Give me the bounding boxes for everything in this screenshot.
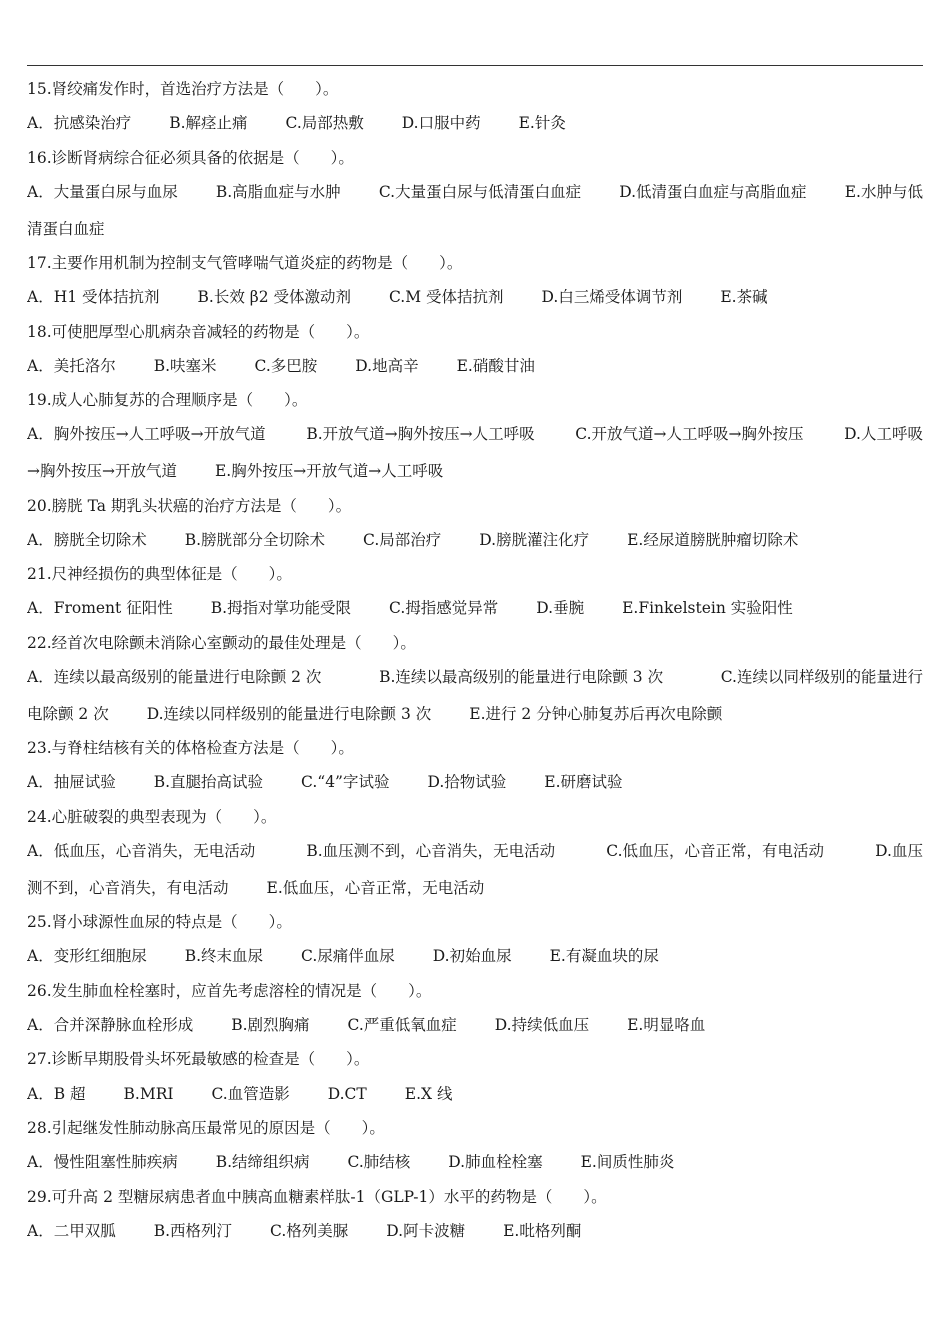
options-line [27,1145,923,1179]
option-b: B.终末血尿 [184,947,264,966]
question-item [27,800,923,905]
option-c: C.尿痛伴血尿 [301,947,395,966]
options-line [27,454,923,488]
options-line [27,417,923,451]
option-e: E.X 线 [404,1084,453,1103]
question-item [27,489,923,558]
option-c: C.局部治疗 [363,530,442,549]
question-stem: 21.尺神经损伤的典型体征是（ ）。 [27,565,292,584]
option-continuation: 清蛋白血症 [27,219,105,238]
options-line [27,591,923,625]
question-stem: 18.可使肥厚型心肌病杂音减轻的药物是（ ）。 [27,322,370,341]
options-line [27,212,923,246]
option-c: C.局部热敷 [285,114,364,133]
option-c: C.拇指感觉异常 [389,599,499,618]
option-d: D.血压 [875,842,923,861]
option-b: B.呋塞米 [153,356,217,375]
option-a: A．抽屉试验 [27,773,116,792]
option-a: A．H1 受体拮抗剂 [27,288,160,307]
option-b: B.剧烈胸痛 [231,1016,310,1035]
options-line [27,106,923,140]
option-d: D.口服中药 [401,114,481,133]
question-item [27,974,923,1043]
option-c: C.“4”字试验 [301,773,390,792]
option-b: B.膀胱部分全切除术 [184,530,326,549]
options-line [27,765,923,799]
question-stem: 27.诊断早期股骨头坏死最敏感的检查是（ ）。 [27,1050,370,1069]
question-stem: 29.可升高 2 型糖尿病患者血中胰高血糖素样肽-1（GLP-1）水平的药物是（ ）。 [27,1187,607,1206]
options-line [27,1077,923,1111]
option-b: B.血压测不到，心音消失，无电活动 [306,842,556,861]
option-e: E.间质性肺炎 [580,1153,675,1172]
option-c: C.开放气道→人工呼吸→胸外按压 [575,425,804,444]
option-d: D.低清蛋白血症与高脂血症 [619,182,807,201]
option-a: A．B 超 [27,1084,86,1103]
option-d: D.持续低血压 [494,1016,590,1035]
option-d: D.白三烯受体调节剂 [541,288,683,307]
option-b: B.开放气道→胸外按压→人工呼吸 [306,425,535,444]
question-item [27,905,923,974]
option-a: A．大量蛋白尿与血尿 [27,182,178,201]
option-b: B.连续以最高级别的能量进行电除颤 3 次 [379,668,664,687]
question-stem: 20.膀胱 Ta 期乳头状癌的治疗方法是（ ）。 [27,496,352,515]
option-continuation: 电除颤 2 次 [27,704,109,723]
option-b: B.MRI [123,1084,174,1103]
option-a: A．膀胱全切除术 [27,530,147,549]
options-line [27,660,923,694]
option-d: D.垂腕 [536,599,585,618]
option-b: E.低血压，心音正常，无电活动 [266,878,485,897]
option-continuation: →胸外按压→开放气道 [27,462,177,481]
question-item [27,1042,923,1111]
option-b: B.长效 β2 受体激动剂 [197,288,351,307]
question-item [27,72,923,141]
option-e: E.Finkelstein 实验阳性 [622,599,793,618]
option-e: E.经尿道膀胱肿瘤切除术 [627,530,799,549]
options-line [27,1008,923,1042]
options-line [27,871,923,905]
option-d: D.肺血栓栓塞 [448,1153,543,1172]
option-b: E.胸外按压→开放气道→人工呼吸 [214,462,444,481]
option-e: E.研磨试验 [544,773,623,792]
option-e: E.水肿与低 [844,182,923,201]
option-e: E.有凝血块的尿 [549,947,659,966]
option-c: C.大量蛋白尿与低清蛋白血症 [378,182,582,201]
question-item [27,731,923,800]
options-line [27,175,923,209]
option-a: A．低血压，心音消失，无电活动 [27,842,256,861]
question-list [27,72,923,1248]
options-line [27,697,923,731]
option-e: E.茶碱 [720,288,768,307]
option-c: C.肺结核 [347,1153,411,1172]
question-stem: 15.肾绞痛发作时，首选治疗方法是（ ）。 [27,80,339,98]
options-line [27,1214,923,1248]
option-c: C.连续以同样级别的能量进行 [720,668,923,687]
option-a: A．胸外按压→人工呼吸→开放气道 [27,425,266,444]
option-a: A．慢性阻塞性肺疾病 [27,1153,178,1172]
question-stem: 23.与脊柱结核有关的体格检查方法是（ ）。 [27,739,354,758]
option-c: C.血管造影 [211,1084,290,1103]
question-item [27,141,923,246]
option-d: D.初始血尿 [432,947,512,966]
option-d: D.CT [327,1084,367,1103]
question-item [27,557,923,626]
question-item [27,383,923,488]
option-b: B.直腿抬高试验 [153,773,264,792]
option-d: D.膀胱灌注化疗 [479,530,590,549]
option-b: B.解痉止痛 [169,114,248,133]
option-c: C.格列美脲 [270,1221,349,1240]
question-item [27,1180,923,1249]
question-item [27,315,923,384]
option-e: E.硝酸甘油 [456,356,535,375]
option-e: E.针灸 [518,114,566,133]
option-d: D.拾物试验 [427,773,507,792]
option-a: A．二甲双胍 [27,1221,116,1240]
question-stem: 19.成人心肺复苏的合理顺序是（ ）。 [27,391,308,410]
question-stem: 26.发生肺血栓栓塞时，应首先考虑溶栓的情况是（ ）。 [27,981,432,1000]
option-d: D.人工呼吸 [844,425,923,444]
option-b: B.高脂血症与水肿 [215,182,341,201]
question-stem: 16.诊断肾病综合征必须具备的依据是（ ）。 [27,148,354,167]
options-line [27,939,923,973]
question-stem: 28.引起继发性肺动脉高压最常见的原因是（ ）。 [27,1118,385,1137]
header-rule [27,65,923,66]
option-b: B.拇指对掌功能受限 [210,599,352,618]
option-a: A．抗感染治疗 [27,114,132,133]
options-line [27,349,923,383]
question-stem: 22.经首次电除颤未消除心室颤动的最佳处理是（ ）。 [27,633,416,652]
option-b: B.结缔组织病 [215,1153,310,1172]
option-b: D.连续以同样级别的能量进行电除颤 3 次 [146,704,432,723]
option-c: C.多巴胺 [254,356,318,375]
option-a: A．美托洛尔 [27,356,116,375]
question-item [27,626,923,731]
option-a: A．Froment 征阳性 [27,599,173,618]
option-b: B.西格列汀 [153,1221,233,1240]
option-d: D.阿卡波糖 [386,1221,466,1240]
options-line [27,523,923,557]
option-continuation: 测不到，心音消失，有电活动 [27,878,229,897]
option-c: C.严重低氧血症 [347,1016,457,1035]
question-item [27,1111,923,1180]
question-item [27,246,923,315]
option-e: E.明显咯血 [627,1016,706,1035]
option-c: E.进行 2 分钟心肺复苏后再次电除颤 [469,704,723,723]
option-a: A．变形红细胞尿 [27,947,147,966]
option-e: E.吡格列酮 [503,1221,582,1240]
option-a: A．连续以最高级别的能量进行电除颤 2 次 [27,668,322,687]
option-c: C.M 受体拮抗剂 [389,288,504,307]
options-line [27,834,923,868]
question-stem: 17.主要作用机制为控制支气管哮喘气道炎症的药物是（ ）。 [27,253,463,272]
question-stem: 25.肾小球源性血尿的特点是（ ）。 [27,913,292,932]
option-d: D.地高辛 [355,356,419,375]
options-line [27,280,923,314]
option-c: C.低血压，心音正常，有电活动 [606,842,825,861]
option-a: A．合并深静脉血栓形成 [27,1016,194,1035]
question-stem: 24.心脏破裂的典型表现为（ ）。 [27,807,277,826]
